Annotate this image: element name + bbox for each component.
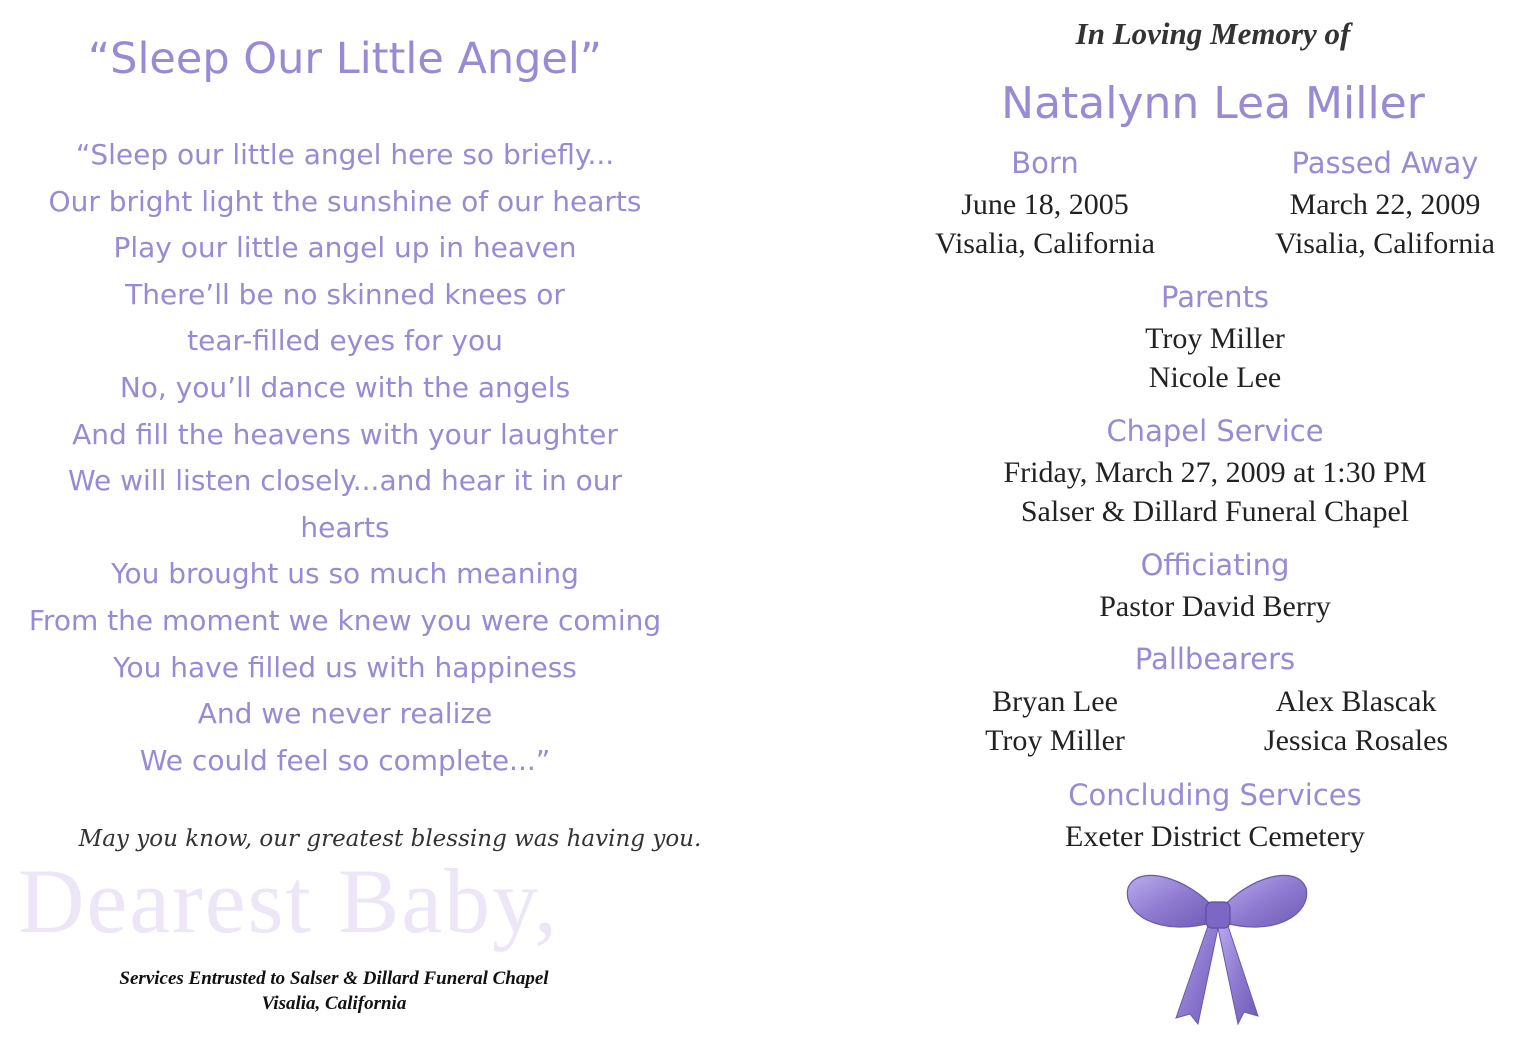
poem-line: hearts xyxy=(300,510,390,544)
dearest-baby-watermark: Dearest Baby, xyxy=(18,850,560,952)
officiant-name: Pastor David Berry xyxy=(1099,590,1331,623)
pallbearers-left-column xyxy=(940,683,1170,760)
chapel-service-heading: Chapel Service xyxy=(1106,414,1324,448)
pallbearer-name: Troy Miller xyxy=(985,723,1125,757)
officiating-heading: Officiating xyxy=(1140,548,1290,582)
pallbearers-heading: Pallbearers xyxy=(1134,642,1296,676)
passed-date: March 22, 2009 xyxy=(1289,188,1481,221)
passed-away-heading: Passed Away xyxy=(1291,146,1479,180)
poem-line: We could feel so complete...” xyxy=(139,743,551,777)
parent-name: Nicole Lee xyxy=(1148,360,1282,394)
chapel-service-location: Salser & Dillard Funeral Chapel xyxy=(1020,494,1410,528)
entrusted-line: Services Entrusted to Salser & Dillard Funeral Chapel xyxy=(119,968,549,989)
parent-name: Troy Miller xyxy=(1145,322,1285,355)
memorial-panel xyxy=(880,0,1536,1056)
poem-text xyxy=(0,132,720,784)
poem-line: From the moment we knew you were coming xyxy=(28,603,662,637)
born-heading: Born xyxy=(1011,146,1079,180)
poem-line: Our bright light the sunshine of our hearts xyxy=(48,184,642,218)
chapel-service-time: Friday, March 27, 2009 at 1:30 PM xyxy=(1003,456,1427,489)
cemetery-name: Exeter District Cemetery xyxy=(1065,820,1365,853)
entrusted-location: Visalia, California xyxy=(261,993,407,1014)
passed-details xyxy=(1218,186,1536,263)
poem-line: And we never realize xyxy=(197,697,493,731)
poem-line: Play our little angel up in heaven xyxy=(113,231,577,265)
passed-place: Visalia, California xyxy=(1275,226,1495,260)
poem-title: “Sleep Our Little Angel” xyxy=(87,34,603,84)
poem-line: You have filled us with happiness xyxy=(113,650,577,684)
poem-line: You brought us so much meaning xyxy=(111,557,579,591)
services-entrusted xyxy=(0,966,668,1016)
born-place: Visalia, California xyxy=(935,226,1155,260)
ribbon-bow-icon xyxy=(1118,858,1318,1028)
blessing-line: May you know, our greatest blessing was having you. xyxy=(78,826,702,852)
pallbearer-name: Alex Blascak xyxy=(1275,685,1437,718)
poem-line: “Sleep our little angel here so briefly... xyxy=(75,138,615,171)
born-date: June 18, 2005 xyxy=(961,188,1129,221)
poem-line: tear-filled eyes for you xyxy=(187,324,503,358)
parents-names xyxy=(880,320,1536,397)
in-loving-memory-heading: In Loving Memory of xyxy=(1075,16,1351,51)
chapel-service-details xyxy=(880,454,1536,531)
parents-heading: Parents xyxy=(1161,280,1269,314)
poem-line: We will listen closely...and hear it in our xyxy=(67,464,623,498)
pallbearer-name: Bryan Lee xyxy=(992,685,1118,718)
poem-line: No, you’ll dance with the angels xyxy=(119,370,571,404)
poem-line: There’ll be no skinned knees or xyxy=(125,277,565,311)
pallbearer-name: Jessica Rosales xyxy=(1263,723,1449,757)
poem-line: And fill the heavens with your laughter xyxy=(72,417,618,451)
pallbearers-right-column xyxy=(1226,683,1486,760)
concluding-services-heading: Concluding Services xyxy=(1068,778,1362,812)
born-details xyxy=(880,186,1210,263)
deceased-name: Natalynn Lea Miller xyxy=(1001,78,1425,129)
